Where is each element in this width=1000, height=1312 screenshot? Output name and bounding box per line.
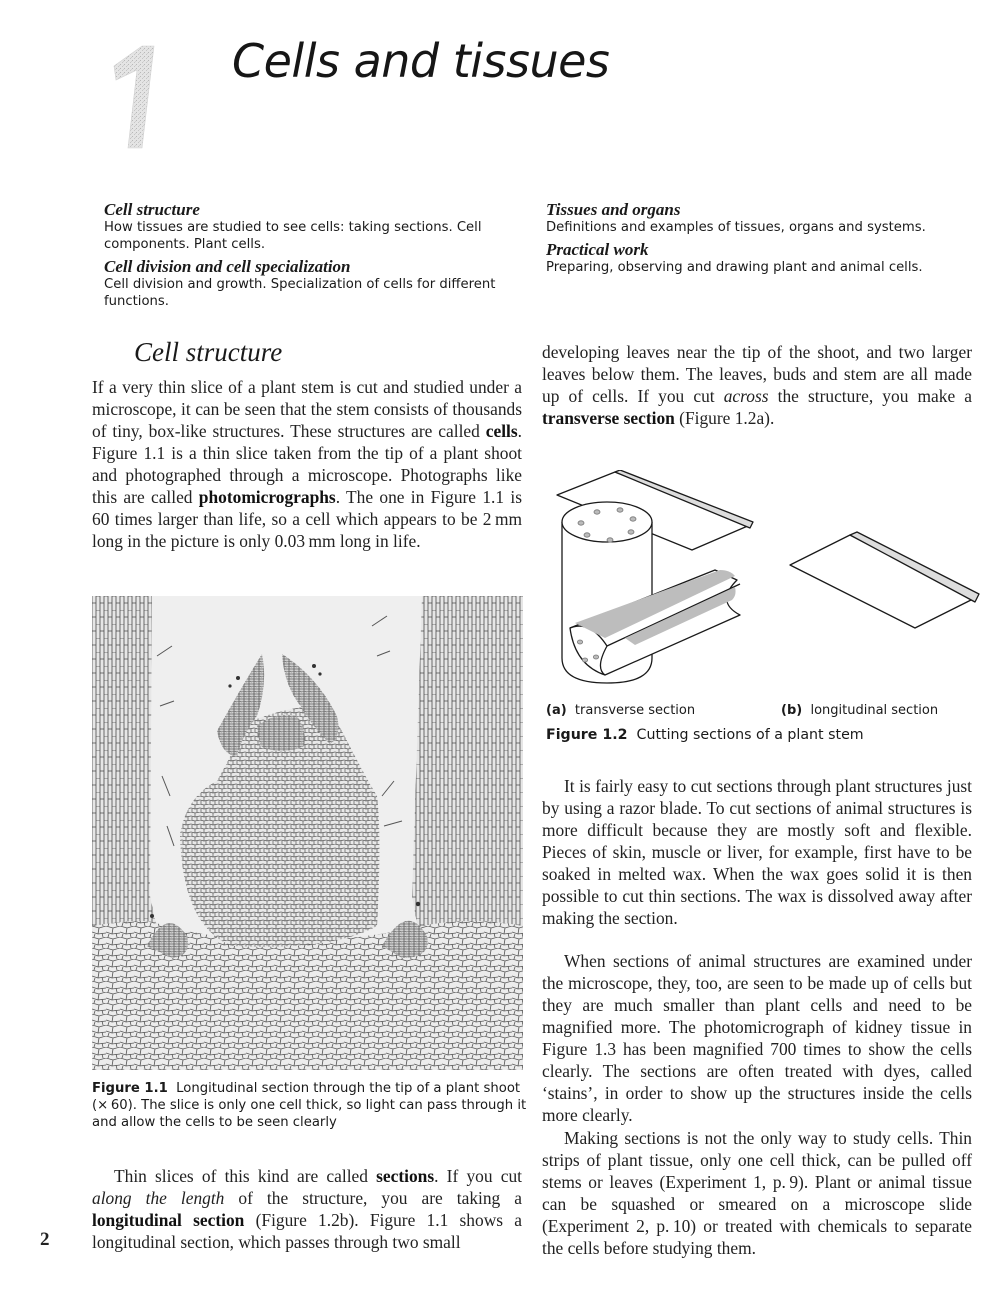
text: . If you cut: [434, 1166, 522, 1186]
body-paragraph: [92, 376, 522, 552]
figure-1-2-panel-b-label: [781, 703, 938, 718]
body-paragraph: [542, 341, 972, 429]
body-paragraph: When sections of animal structures are examined under the microscope, they, too, are seen to be made up of cells but they are much smaller than plant cells and need to be magnified more. The photomicrograph of kidney tissue in Figure 1.3 has been magnified 700 times to show the cells clearly. The sections are often treated with dyes, called ‘stains’, in order to show up the structures inside the cells more clearly.: [542, 951, 972, 1125]
figure-label: Figure 1.1: [92, 1081, 168, 1096]
caption-text: Cutting sections of a plant stem: [636, 727, 864, 743]
overview-description: Cell division and growth. Specialization of cells for different functions.: [104, 277, 496, 309]
overview-heading: Cell structure: [104, 200, 200, 219]
body-paragraph: It is fairly easy to cut sections through plant structures just by using a razor blade. To cut sections of animal structures is more difficult because they are mostly soft and flexible. Pieces of skin, muscle or liver, for example, first have to be soaked in melted wax. When the wax goes solid it is then possible to cut thin sections. The wax is dissolved away after making the section.: [542, 776, 972, 928]
text: Thin slices of this kind are called: [114, 1166, 377, 1186]
text: of the structure, you are taking a: [224, 1188, 522, 1208]
caption-text: Longitudinal section through the tip of a plant shoot (× 60). The slice is only one cell thick, so light can pass through it and allow the cells to be seen clearly: [92, 1081, 527, 1130]
text: If a very thin slice of a plant stem is cut and studied under a microscope, it can be seen that the stem consists of thousands of tiny, box-like structures. These structures are called: [92, 377, 522, 441]
key-term: longitudinal section: [92, 1210, 245, 1230]
figure-1-1-caption: [92, 1080, 532, 1131]
overview-description: How tissues are studied to see cells: taking sections. Cell components. Plant cells.: [104, 220, 482, 252]
chapter-title: Cells and tissues: [232, 34, 610, 88]
key-term: cells: [485, 421, 518, 441]
text: the structure, you make a: [768, 386, 973, 406]
panel-letter: (a): [546, 703, 567, 718]
page-number: 2: [40, 1229, 50, 1250]
body-paragraph: [92, 1165, 522, 1253]
text: (Figure 1.2a).: [674, 408, 775, 428]
overview-heading: Tissues and organs: [546, 200, 681, 219]
text: . Figure 1.1 is a thin slice taken from the tip of a plant shoot and photographed through a microscope. Photographs like this are called: [92, 421, 522, 507]
key-term: sections: [376, 1166, 435, 1186]
chapter-overview-right: [546, 200, 966, 280]
overview-description: Preparing, observing and drawing plant and animal cells.: [546, 260, 923, 275]
chapter-overview-left: [104, 200, 524, 314]
overview-description: Definitions and examples of tissues, organs and systems.: [546, 220, 926, 235]
key-term: photomicrographs: [198, 487, 336, 507]
text: . The one in Figure 1.1 is 60 times larger than life, so a cell which appears to be 2 mm long in the picture is only 0.03 mm long in life.: [92, 487, 522, 551]
overview-heading: Practical work: [546, 240, 649, 259]
panel-text: transverse section: [574, 703, 696, 718]
emphasis: along the length: [92, 1188, 225, 1208]
figure-1-2-diagram: [545, 470, 980, 695]
key-term: transverse section: [542, 408, 675, 428]
overview-heading: Cell division and cell specialization: [104, 257, 351, 276]
panel-text: longitudinal section: [810, 703, 939, 718]
emphasis: across: [723, 386, 769, 406]
panel-letter: (b): [781, 703, 803, 718]
figure-1-2-panel-a-label: [546, 703, 695, 718]
text: developing leaves near the tip of the shoot, and two larger leaves below them. The leaves, buds and stem are all made up of cells. If you cut: [542, 342, 972, 406]
body-paragraph: Making sections is not the only way to study cells. Thin strips of plant tissue, only one cell thick, can be pulled off stems or leaves (Experiment 1, p. 9). Plant or animal tissue can be squashed or smeared on a microscope slide (Experiment 2, p. 10) or treated with chemicals to separate the cells before studying them.: [542, 1128, 972, 1258]
figure-label: Figure 1.2: [546, 727, 628, 743]
figure-1-1-photomicrograph: [92, 596, 523, 1070]
text: (Figure 1.2b). Figure 1.1 shows a longitudinal section, which passes through two small: [92, 1210, 522, 1252]
chapter-number-graphic: [112, 40, 162, 150]
section-heading: Cell structure: [134, 337, 283, 367]
figure-1-2-caption: [546, 727, 864, 744]
